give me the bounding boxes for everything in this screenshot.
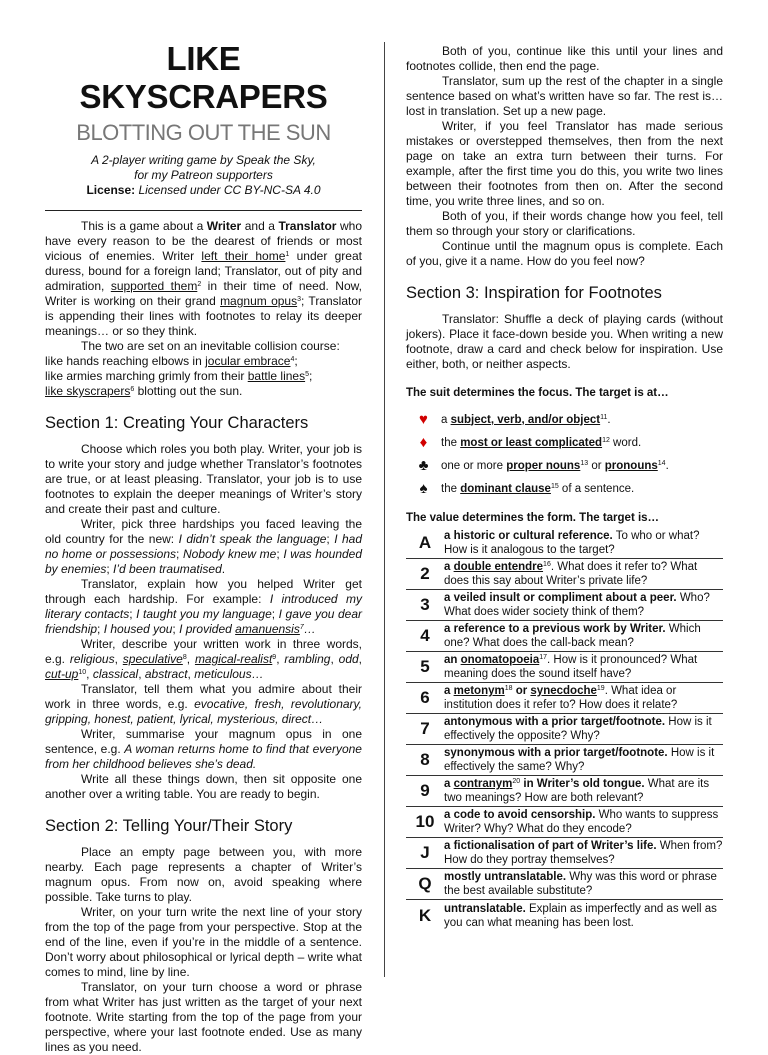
- section1-paragraph-5: Translator, tell them what you admire about their work in three words, e.g. evocative, fresh, revolutionary, gripping, honest, patient, lyrical, mysterious, direct…: [45, 682, 363, 726]
- section1-paragraph-6: Writer, summarise your magnum opus in one sentence, e.g. A woman returns home to find that everyone from her childhood believes she’s dead.: [45, 727, 362, 771]
- left-column: [45, 40, 362, 1055]
- value-row-K: K untranslatable. Explain as imperfectly and as well as you can what meaning has been lost.: [418, 902, 717, 929]
- license-text: Licensed under CC BY-NC-SA 4.0: [138, 183, 321, 197]
- club-icon: ♣: [418, 457, 429, 474]
- section2-paragraph-4: Both of you, continue like this until your lines and footnotes collide, then end the page.: [406, 44, 723, 73]
- page-subtitle: BLOTTING OUT THE SUN: [76, 120, 331, 145]
- section2-paragraph-6: Writer, if you feel Translator has made serious mistakes or overstepped themselves, then from the next page on take an extra turn between their turns. For example, after the first time you do this, you write two lines between their footnotes from then on. After the second time, you write three lines, and so on.: [406, 119, 723, 208]
- value-row-A: A a historic or cultural reference. To who or what? How is it analogous to the target?: [406, 528, 723, 559]
- footnote-link[interactable]: cut-up: [45, 667, 79, 681]
- footnote-link[interactable]: like skyscrapers: [45, 384, 131, 398]
- credits: [45, 153, 362, 198]
- section3-paragraph-1: Translator: Shuffle a deck of playing cards (without jokers). Place it face-down beside you. When writing a new footnote, draw a card and check below for inspiration. Use either, both, or neither aspects.: [406, 312, 723, 371]
- footnote-link[interactable]: amanuensis: [235, 622, 300, 636]
- value-row-2: 2 a double entendre$^{16}$. What does it refer to? What does this say about Writer’s private life?: [406, 559, 723, 590]
- suit-list: [406, 408, 723, 500]
- section2-paragraph-2: Writer, on your turn write the next line of your story from the top of the page from your perspective. Stop at the end of the line, even if you’re in the middle of a sentence. Don’t worry about philosophical or lyrical depth – write what comes to mind, line by line.: [45, 905, 362, 979]
- suit-row-hearts: [406, 408, 723, 431]
- suit-text: one or more proper nouns$^{13}$ or pronouns$^{14}$.: [441, 459, 669, 472]
- diamond-icon: ♦: [419, 434, 428, 451]
- section2-heading: Section 2: Telling Your/Their Story: [45, 817, 293, 835]
- suit-row-diamonds: [406, 431, 723, 454]
- page-title: LIKE SKYSCRAPERS: [79, 40, 328, 115]
- section2-paragraph-3: Translator, on your turn choose a word or phrase from what Writer has just written as the target of your next footnote. Write starting from the top of the page from your perspective, where your last footnote ended. Use as many lines as you need.: [45, 980, 362, 1054]
- intro-line-2: like armies marching grimly from their battle lines$^5$;: [45, 369, 313, 383]
- footnote-link[interactable]: magnum opus: [220, 294, 298, 308]
- credits-line2: for my Patreon supporters: [134, 168, 273, 182]
- license-line: [45, 183, 362, 198]
- value-row-5: 5 an onomatopoeia$^{17}$. How is it pronounced? What meaning does the sound itself have?: [406, 652, 723, 683]
- suit-row-spades: [406, 477, 723, 500]
- value-row-9: 9 a contranym$^{20}$ in Writer’s old tongue. What are its two meanings? How are both relevant?: [406, 776, 723, 807]
- section2-paragraph-1: Place an empty page between you, with more nearby. Each page represents a chapter of Writer’s magnum opus. From now on, avoid speaking where possible. Take turns to play.: [45, 845, 362, 904]
- section1-paragraph-1: Choose which roles you both play. Writer, your job is to write your story and judge whether Translator’s footnotes are true, or at least pleasing. Translator, your job is to use footnotes to explain the deeper meanings of Writer’s story and create their past and culture.: [45, 442, 362, 516]
- suit-text: the most or least complicated$^{12}$ word.: [441, 436, 642, 449]
- value-row-8: 8 synonymous with a prior target/footnote. How is it effectively the same? Why?: [406, 745, 723, 776]
- suit-row-clubs: [406, 454, 723, 477]
- title-rule: [45, 210, 362, 211]
- footnote-link[interactable]: speculative: [122, 652, 183, 666]
- spade-icon: ♠: [419, 480, 428, 497]
- credits-line1: A 2-player writing game by Speak the Sky,: [91, 153, 316, 167]
- value-row-10: 10 a code to avoid censorship. Who wants to suppress Writer? Why? What do they encode?: [406, 807, 723, 838]
- value-row-7: 7 antonymous with a prior target/footnote. How is it effectively the opposite? Why?: [406, 714, 723, 745]
- section3-heading: Section 3: Inspiration for Footnotes: [406, 284, 662, 302]
- heart-icon: ♥: [419, 411, 428, 428]
- suit-text: the dominant clause$^{15}$ of a sentence.: [441, 482, 635, 495]
- footnote-link[interactable]: magical-realist: [194, 652, 273, 666]
- value-header: The value determines the form. The target is…: [406, 512, 660, 524]
- section1-paragraph-4: Writer, describe your written work in three words, e.g. religious, speculative$^8$, magical-realist$^9$, rambling, odd, cut-$up^{10}$, classical, abstract, meticulous…: [45, 637, 363, 681]
- section1-paragraph-7: Write all these things down, then sit opposite one another over a writing table. You are ready to begin.: [45, 772, 362, 801]
- section2-paragraph-7: Both of you, if their words change how you feel, tell them so through your story or clarifications.: [406, 209, 723, 238]
- footnote-link[interactable]: left their home: [201, 249, 286, 263]
- section2-paragraph-5: Translator, sum up the rest of the chapter in a single sentence based on what’s written have so far. The rest is… lost in translation. Set up a new page.: [406, 74, 723, 118]
- value-row-J: J a fictionalisation of part of Writer’s life. When from? How do they portray themselves?: [406, 838, 723, 869]
- intro-line-1: like hands reaching elbows in jocular embrace$^4$;: [45, 354, 298, 368]
- license-label: License:: [86, 183, 136, 197]
- value-row-4: 4 a reference to a previous work by Writer. Which one? What does the call-back mean?: [406, 621, 723, 652]
- column-divider: [384, 42, 385, 977]
- value-table: [406, 528, 723, 931]
- suit-header: The suit determines the focus. The target is at…: [406, 387, 669, 399]
- suit-text: a subject, verb, and/or object$^{11}$.: [441, 413, 611, 426]
- section1-heading: Section 1: Creating Your Characters: [45, 414, 309, 432]
- intro-paragraph-1: This is a game about a Writer and a Translator who have every reason to be the dearest of friends or most vicious of enemies. Writer left their home$^1$ under great duress, bound for a foreign land; Translator, out of pity and admiration, supported them$^2$ in their time of need. Now, Writer is working on their grand magnum opus$^3$; Translator is appending their lines with footnotes to relay its deeper meanings… or so they think.: [45, 219, 363, 338]
- value-row-6: 6 a metonym$^{18}$ or synecdoche$^{19}$. What idea or institution does it refer to? How does it relate?: [406, 683, 723, 714]
- footnote-link[interactable]: jocular embrace: [205, 354, 291, 368]
- value-row-3: 3 a veiled insult or compliment about a peer. Who? What does wider society think of them?: [406, 590, 723, 621]
- footnote-link[interactable]: supported them: [110, 279, 198, 293]
- section1-paragraph-2: Writer, pick three hardships you faced leaving the old country for the new: I didn’t speak the language; I had no home or possessions; Nobody knew me; I was hounded by enemies; I’d been traumatised.: [45, 517, 363, 576]
- right-column: [406, 44, 723, 931]
- footnote-link[interactable]: battle lines: [247, 369, 306, 383]
- section1-paragraph-3: Translator, explain how you helped Writer get through each hardship. For example: I introduced my literary contacts; I taught you my language; I gave you dear friendship; I housed you; I provided amanuensis$^7$…: [45, 577, 363, 636]
- intro-paragraph-2: The two are set on an inevitable collision course:: [81, 339, 340, 353]
- value-row-Q: Q mostly untranslatable. Why was this word or phrase the best available substitute?: [406, 869, 723, 900]
- section2-paragraph-8: Continue until the magnum opus is complete. Each of you, give it a name. How do you feel now?: [406, 239, 723, 268]
- intro-line-3: like skyscrapers$^6$ blotting out the sun.: [45, 384, 243, 398]
